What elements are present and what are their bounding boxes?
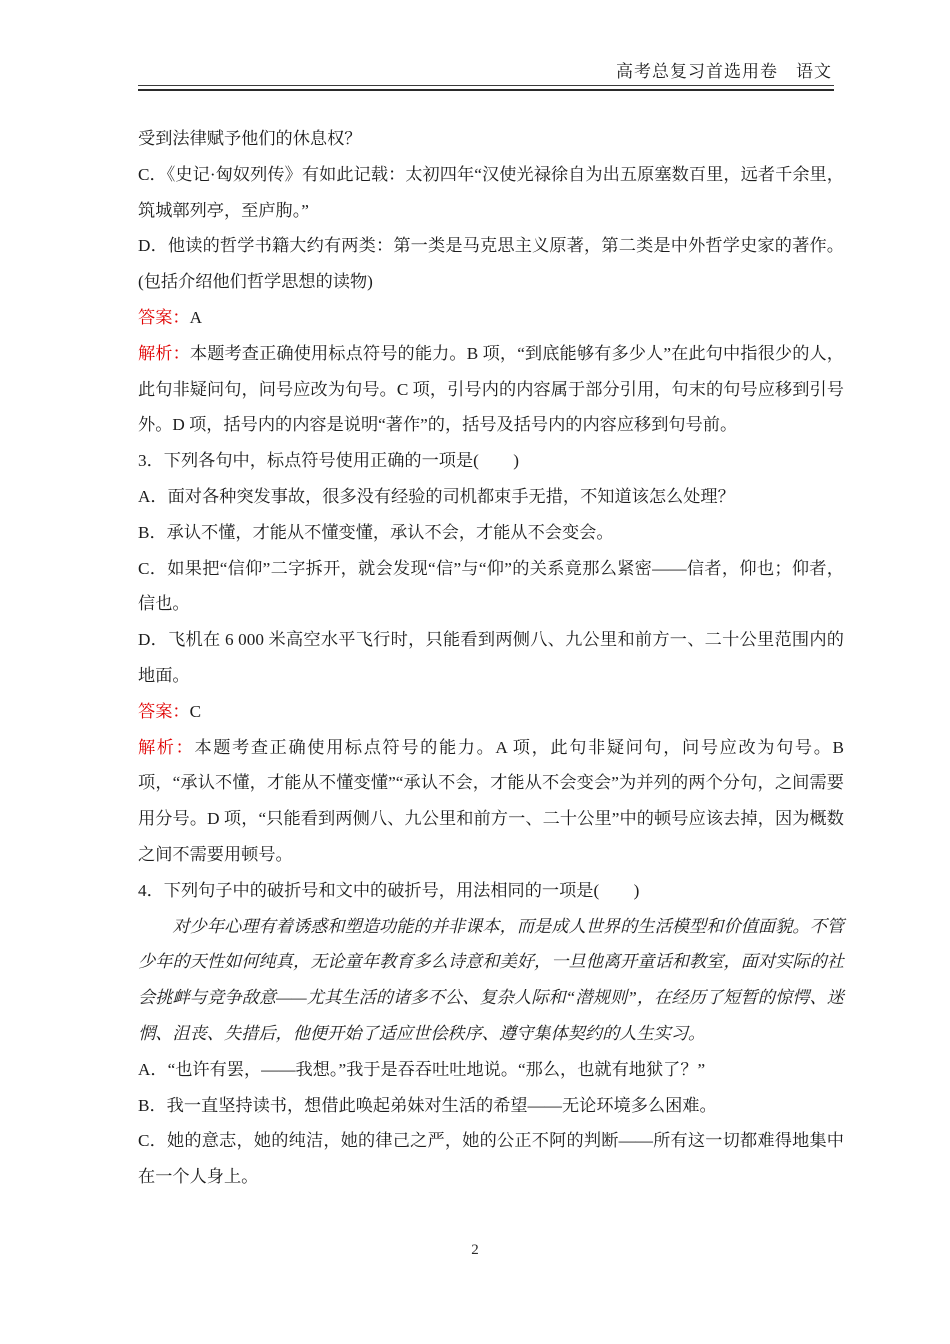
analysis-label: 解析：	[138, 737, 195, 757]
paragraph	[138, 157, 844, 229]
paragraph-text: B．承认不懂，才能从不懂变懂，承认不会，才能从不会变会。	[138, 522, 614, 542]
header-rule	[138, 85, 834, 91]
page-number: 2	[471, 1242, 479, 1258]
answer-line	[138, 300, 844, 336]
header-title: 高考总复习首选用卷 语文	[616, 62, 832, 81]
paragraph-text: A．“也许有罢，——我想。”我于是吞吞吐吐地说。“那么，也就有地狱了？”	[138, 1059, 706, 1079]
paragraph-text: B．我一直坚持读书，想借此唤起弟妹对生活的希望——无论环境多么困难。	[138, 1095, 717, 1115]
paragraph	[138, 479, 844, 515]
paragraph-text: 本题考查正确使用标点符号的能力。A 项，此句非疑问句，问号应改为句号。B 项，“承认不懂，才能从不懂变懂”“承认不会，才能从不会变会”为并列的两个分句，之间需要用分号。D 项，“只能看到两侧八、九公里和前方一、二十公里”中的顿号应该去掉，因为概数之间不需要用顿号。	[138, 737, 844, 864]
paragraph-text: 本题考查正确使用标点符号的能力。B 项，“到底能够有多少人”在此句中指很少的人，此句非疑问句，问号应改为句号。C 项，引号内的内容属于部分引用，句末的句号应移到引号外。D 项，括号内的内容是说明“著作”的，括号及括号内的内容应移到句号前。	[138, 343, 844, 435]
answer-label: 答案：	[138, 307, 190, 327]
paragraph	[138, 1052, 844, 1088]
analysis-line	[138, 730, 844, 873]
paragraph-text: C．如果把“信仰”二字拆开，就会发现“信”与“仰”的关系竟那么紧密——信者，仰也；仰者，信也。	[138, 558, 844, 614]
paragraph-text: 4．下列句子中的破折号和文中的破折号，用法相同的一项是( )	[138, 880, 640, 900]
paragraph	[138, 551, 844, 623]
document-body	[138, 121, 844, 1195]
paragraph	[138, 443, 844, 479]
paragraph-text: C．《史记·匈奴列传》有如此记载：太初四年“汉使光禄徐自为出五原塞数百里，远者千余里，筑城鄣列亭，至庐朐。”	[138, 164, 844, 220]
paragraph	[138, 228, 844, 300]
paragraph-text: 对少年心理有着诱惑和塑造功能的并非课本，而是成人世界的生活模型和价值面貌。不管少年的天性如何纯真，无论童年教育多么诗意和美好，一旦他离开童话和教室，面对实际的社会挑衅与竞争敌意——尤其生活的诸多不公、复杂人际和“潜规则”，在经历了短暂的惊愕、迷惘、沮丧、失措后，他便开始了适应世侩秩序、遵守集体契约的人生实习。	[138, 916, 844, 1043]
analysis-label: 解析：	[138, 343, 190, 363]
paragraph-text: C．她的意志，她的纯洁，她的律己之严，她的公正不阿的判断——所有这一切都难得地集中在一个人身上。	[138, 1131, 844, 1187]
paragraph	[138, 622, 844, 694]
paragraph	[138, 121, 844, 157]
paragraph-text: A．面对各种突发事故，很多没有经验的司机都束手无措，不知道该怎么处理？	[138, 486, 735, 506]
paragraph-text: A	[189, 307, 202, 327]
paragraph	[138, 1123, 844, 1195]
paragraph	[138, 873, 844, 909]
answer-line	[138, 694, 844, 730]
page-footer	[0, 1240, 950, 1260]
paragraph-text: 受到法律赋予他们的休息权？	[138, 129, 362, 148]
paragraph-text: D．他读的哲学书籍大约有两类：第一类是马克思主义原著，第二类是中外哲学史家的著作。(包括介绍他们哲学思想的读物)	[138, 236, 844, 292]
paragraph	[138, 909, 844, 1052]
paragraph-text: D．飞机在 6 000 米高空水平飞行时，只能看到两侧八、九公里和前方一、二十公里范围内的地面。	[138, 630, 844, 685]
answer-label: 答案：	[138, 701, 190, 721]
analysis-line	[138, 336, 844, 443]
paragraph	[138, 1088, 844, 1124]
paragraph-text: C	[189, 701, 202, 721]
paragraph-text: 3．下列各句中，标点符号使用正确的一项是( )	[138, 451, 519, 471]
paragraph	[138, 515, 844, 551]
